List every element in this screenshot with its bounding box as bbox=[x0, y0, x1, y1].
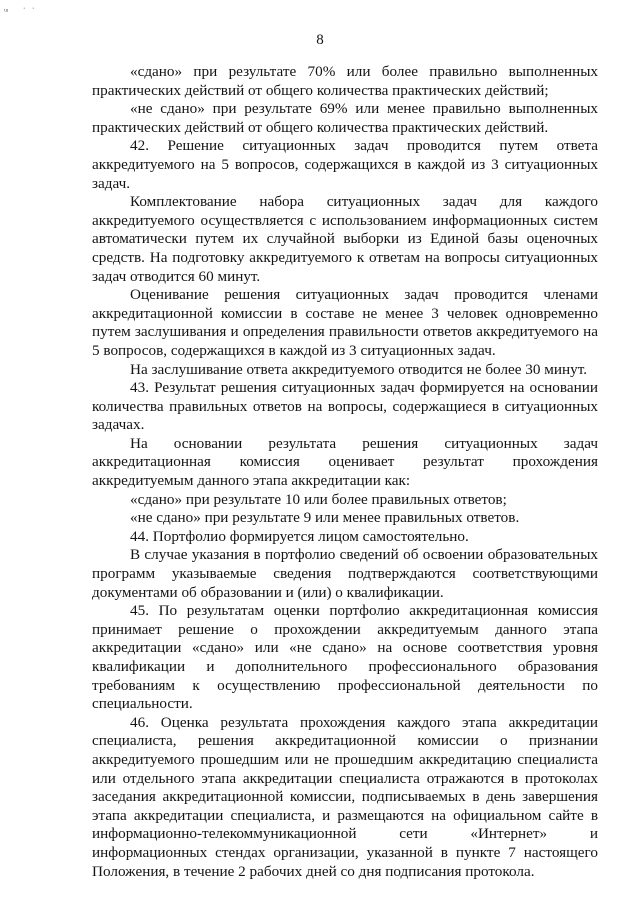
paragraph-item-43: 43. Результат решения ситуационных задач формируется на основании количества правильных ответов на вопросы, содержащиеся в ситуационных задачах. bbox=[92, 379, 598, 434]
document-body bbox=[92, 63, 598, 881]
paragraph-item-46: 46. Оценка результата прохождения каждого этапа аккредитации специалиста, решения аккредитационной комиссии о признании аккредитуемого прошедшим или не прошедшим аккредитацию специалиста или отдельного этапа аккредитации специалиста отражаются в протоколах заседания аккредитационной комиссии, подписываемых в день завершения этапа аккредитации специалиста, и размещаются на официальном сайте в информационно-телекоммуникационной сети «Интернет» и информационных стендах организации, указанной в пункте 7 настоящего Положения, в течение 2 рабочих дней со дня подписания протокола. bbox=[92, 713, 598, 880]
paragraph-item-44: 44. Портфолио формируется лицом самостоятельно. bbox=[130, 527, 469, 545]
paragraph-task-selection: Комплектование набора ситуационных задач для каждого аккредитуемого осуществляется с использованием информационных систем автоматически путем их случайной выборки из Единой базы оценочных средств. На подготовку аккредитуемого к ответам на вопросы ситуационных задач отводится 60 минут. bbox=[92, 193, 598, 285]
paragraph-task-evaluation: Оценивание решения ситуационных задач проводится членами аккредитационной комиссии в составе не менее 3 человек одновременно путем заслушивания и определения правильности ответов аккредитуемого на 5 вопросов, содержащихся в каждой из 3 ситуационных задач. bbox=[92, 286, 598, 359]
paragraph-item-45: 45. По результатам оценки портфолио аккредитационная комиссия принимает решение о прохождении аккредитуемым данного этапа аккредитации «сдано» или «не сдано» на основе соответствия уровня квалификации и дополнительного профессионального образования требованиям к осуществлению профессиональной деятельности по специальности. bbox=[92, 602, 598, 713]
page-number: 8 bbox=[316, 32, 324, 48]
paragraph-passed-tasks: «сдано» при результате 10 или более правильных ответов; bbox=[130, 490, 507, 508]
paragraph-failed-practical: «не сдано» при результате 69% или менее правильно выполненных практических действий от общего количества практических действий. bbox=[92, 100, 598, 136]
paragraph-commission-assessment: На основании результата решения ситуационных задач аккредитационная комиссия оценивает результат прохождения аккредитуемым данного этапа аккредитации как: bbox=[92, 434, 598, 490]
paragraph-item-42: 42. Решение ситуационных задач проводится путем ответа аккредитуемого на 5 вопросов, содержащихся в каждой из 3 ситуационных задач. bbox=[92, 137, 598, 192]
paragraph-portfolio-documents: В случае указания в портфолио сведений об освоении образовательных программ указываемые сведения подтверждаются соответствующими документами об образовании и (или) о квалификации. bbox=[92, 546, 598, 601]
corner-scan-mark: ᵚ ˈˈ bbox=[4, 6, 41, 16]
paragraph-passed-practical: «сдано» при результате 70% или более правильно выполненных практических действий от общего количества практических действий; bbox=[92, 63, 598, 99]
paragraph-answer-time: На заслушивание ответа аккредитуемого отводится не более 30 минут. bbox=[130, 360, 588, 378]
paragraph-failed-tasks: «не сдано» при результате 9 или менее правильных ответов. bbox=[130, 509, 520, 527]
